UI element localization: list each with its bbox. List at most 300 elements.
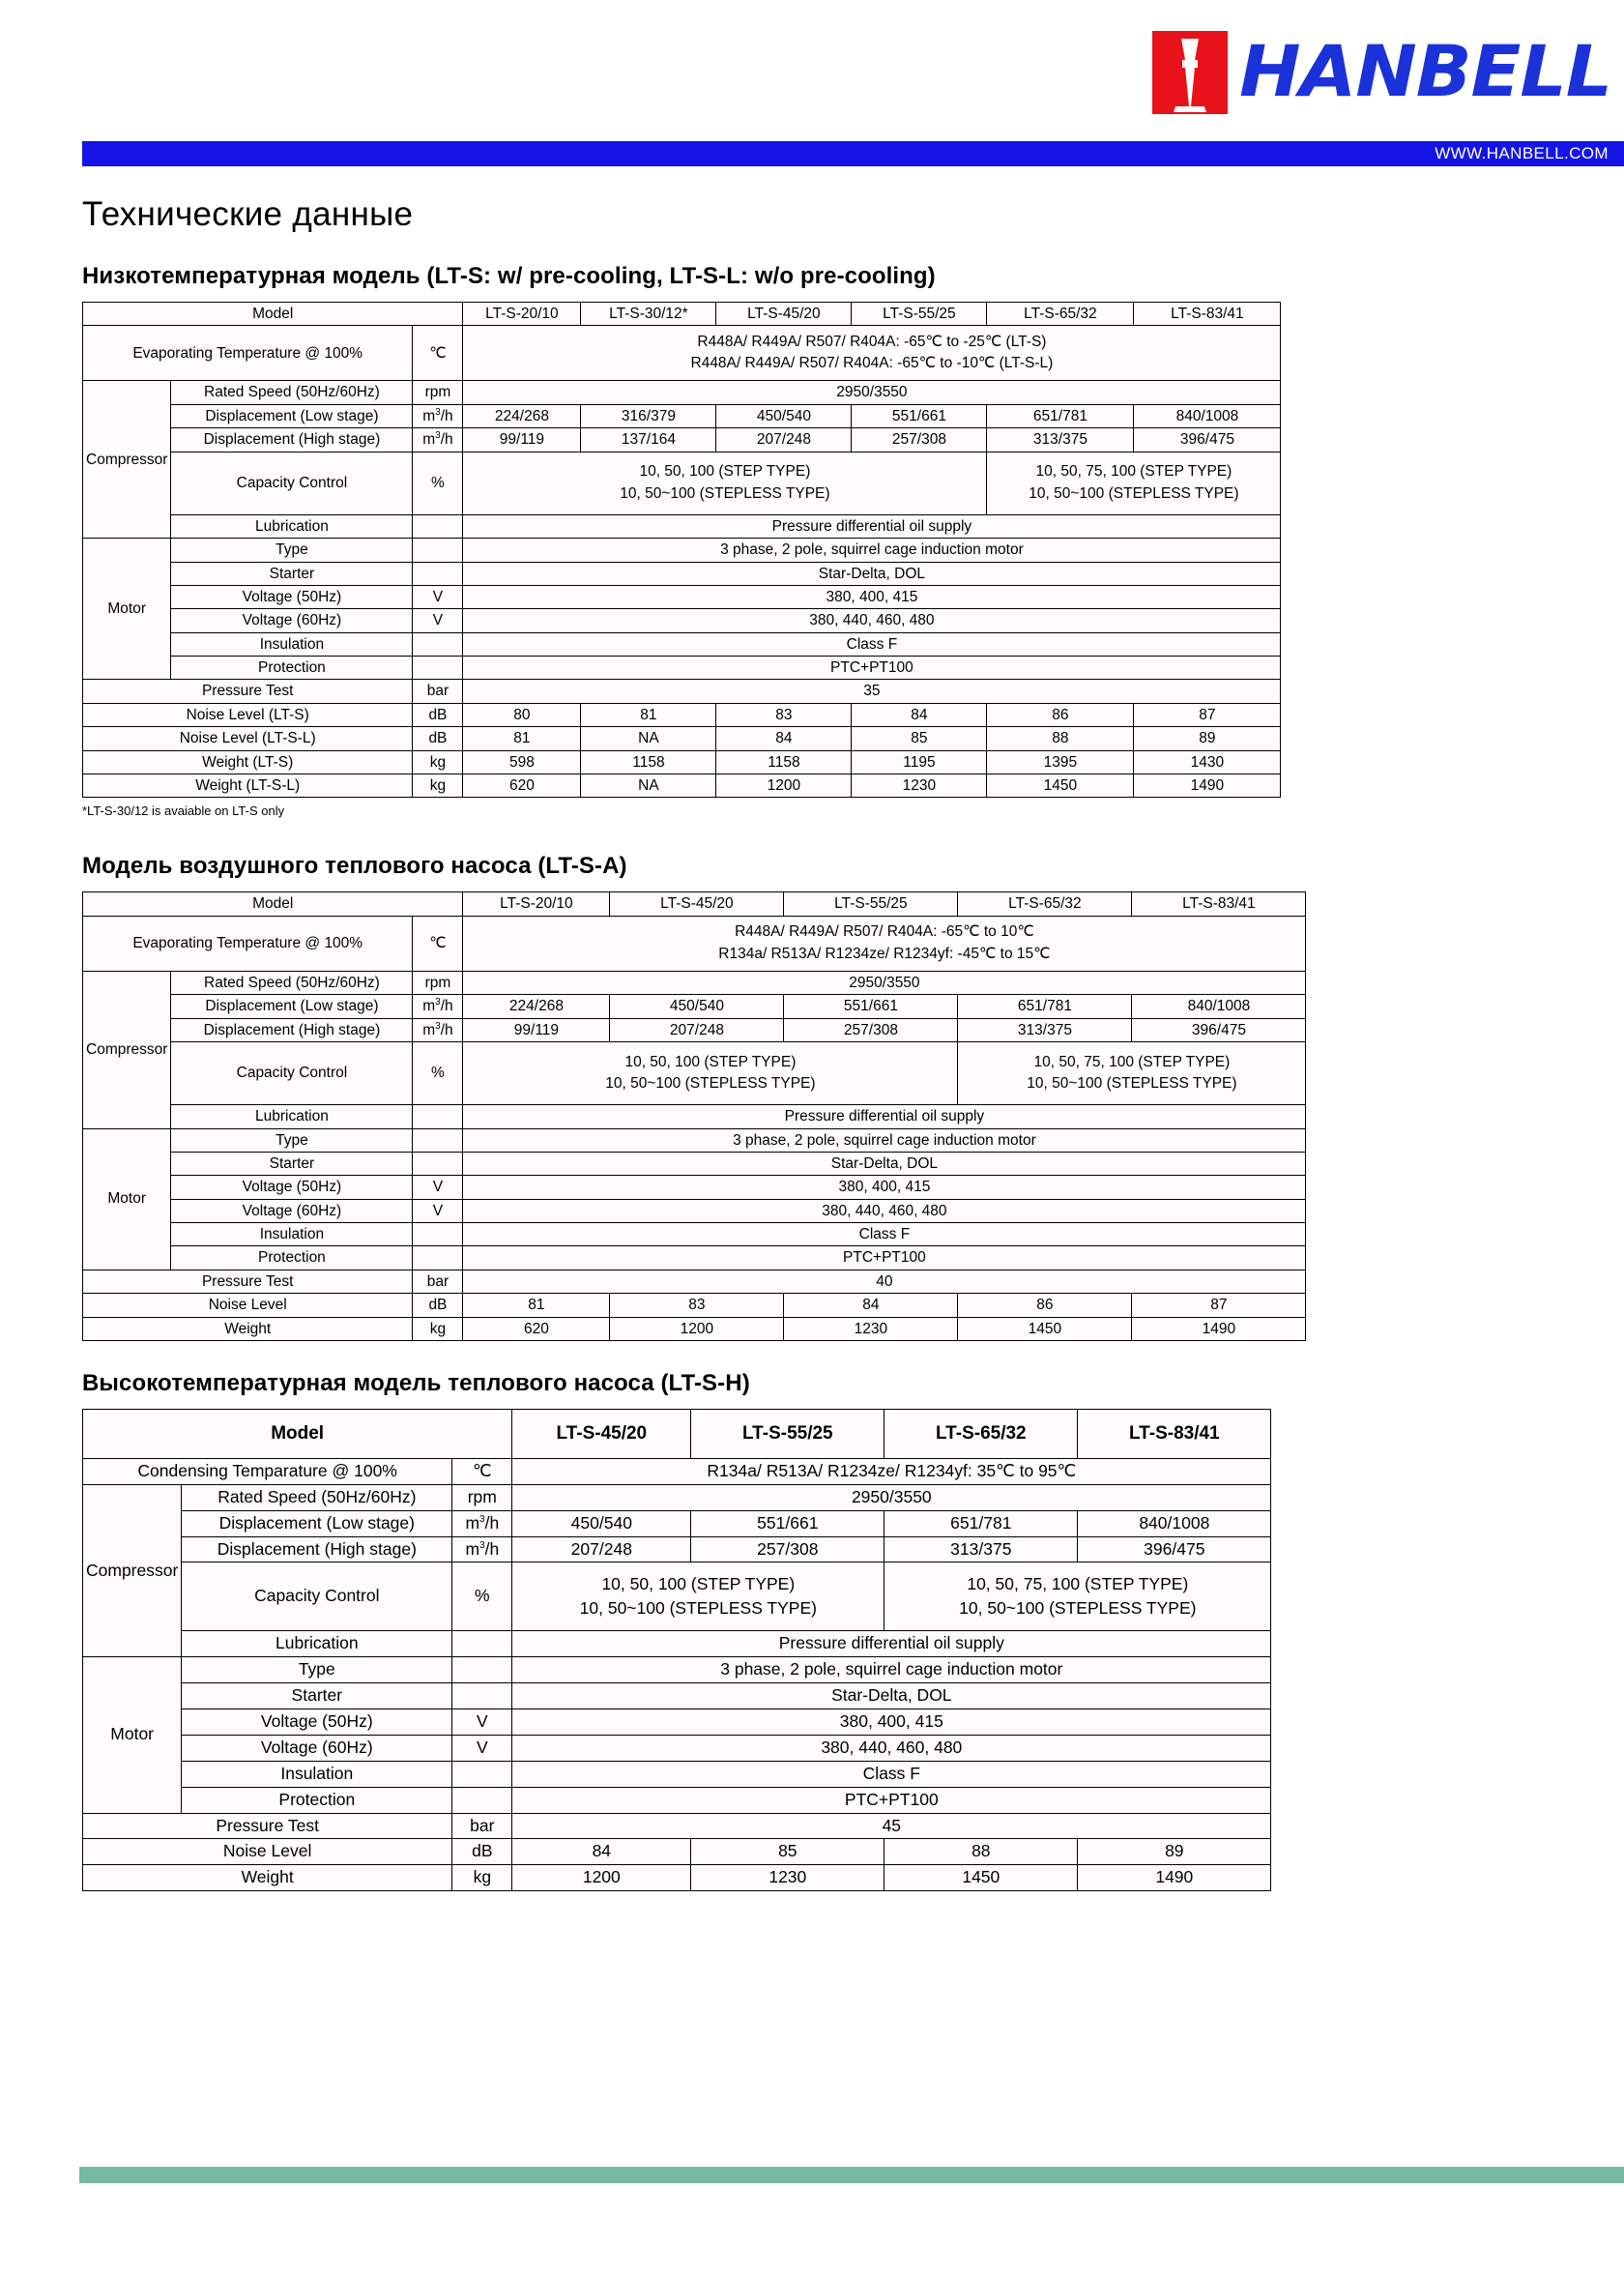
rated-speed-value: 2950/3550 <box>463 381 1281 404</box>
insulation-unit <box>452 1761 512 1787</box>
motor-type-value: 3 phase, 2 pole, squirrel cage induction motor <box>463 1128 1306 1152</box>
evaporating-temp-label: Evaporating Temperature @ 100% <box>83 916 413 971</box>
section-title-lt-s-a: Модель воздушного теплового насоса (LT-S-A) <box>82 853 627 880</box>
starter-unit <box>413 562 463 585</box>
table-row <box>83 404 1281 428</box>
motor-type-label: Type <box>182 1657 452 1683</box>
footer-teal-bar <box>79 2167 1624 2183</box>
insulation-label: Insulation <box>171 632 413 656</box>
noise-level-1: 83 <box>610 1294 784 1317</box>
capacity-control-value-a <box>463 452 987 514</box>
voltage-50hz-value: 380, 400, 415 <box>512 1709 1271 1736</box>
table-row <box>83 428 1281 453</box>
model-col-1: LT-S-45/20 <box>610 892 784 916</box>
displacement-unit: $m^3/h$ <box>413 1018 463 1042</box>
displacement-low-2: 651/781 <box>884 1510 1078 1536</box>
evap-line-2: R448A/ R449A/ R507/ R404A: -65℃ to -10℃ (LT-S-L) <box>690 355 1054 372</box>
voltage-50hz-unit: V <box>413 1176 463 1199</box>
insulation-value: Class F <box>512 1761 1271 1787</box>
capacity-control-value-a <box>512 1562 884 1631</box>
motor-type-value: 3 phase, 2 pole, squirrel cage induction motor <box>463 539 1281 562</box>
noise-level-4: 87 <box>1132 1294 1306 1317</box>
noise-lt-s-label: Noise Level (LT-S) <box>83 703 413 726</box>
voltage-50hz-label: Voltage (50Hz) <box>171 1176 413 1199</box>
pressure-test-value: 45 <box>512 1813 1271 1839</box>
starter-unit <box>413 1152 463 1175</box>
noise-lt-s-l-3: 85 <box>852 727 987 750</box>
weight-2: 1230 <box>784 1317 958 1340</box>
lubrication-label: Lubrication <box>171 514 413 538</box>
noise-level-0: 81 <box>463 1294 610 1317</box>
voltage-60hz-value: 380, 440, 460, 480 <box>463 1199 1306 1222</box>
noise-level-2: 88 <box>884 1839 1078 1865</box>
noise-lt-s-l-label: Noise Level (LT-S-L) <box>83 727 413 750</box>
lubrication-unit <box>452 1631 512 1657</box>
section-title-lt-s-h: Высокотемпературная модель теплового насоса (LT-S-H) <box>82 1369 750 1396</box>
protection-label: Protection <box>171 1246 413 1270</box>
brand-wordmark: HANBELL <box>1238 31 1611 114</box>
rated-speed-unit: rpm <box>413 381 463 404</box>
capacity-a-line-2: 10, 50~100 (STEPLESS TYPE) <box>579 1598 817 1619</box>
table-row <box>83 1631 1271 1657</box>
weight-label: Weight <box>83 1865 452 1891</box>
weight-1: 1230 <box>691 1865 884 1891</box>
lubrication-label: Lubrication <box>171 1105 413 1128</box>
table-row <box>83 1813 1271 1839</box>
table-row <box>83 1458 1271 1484</box>
motor-type-value: 3 phase, 2 pole, squirrel cage induction motor <box>512 1657 1271 1683</box>
insulation-value: Class F <box>463 632 1281 656</box>
model-col-4: LT-S-65/32 <box>987 303 1134 326</box>
group-label-motor: Motor <box>83 1657 182 1813</box>
displacement-low-0: 224/268 <box>463 404 581 428</box>
condensing-temp-value: R134a/ R513A/ R1234ze/ R1234yf: 35℃ to 95℃ <box>512 1458 1271 1484</box>
displacement-low-2: 450/540 <box>716 404 852 428</box>
capacity-a-line-1: 10, 50, 100 (STEP TYPE) <box>639 463 811 481</box>
evap-line-1: R448A/ R449A/ R507/ R404A: -65℃ to 10℃ <box>735 923 1034 941</box>
starter-value: Star-Delta, DOL <box>463 1152 1306 1175</box>
rated-speed-unit: rpm <box>452 1484 512 1510</box>
lubrication-value: Pressure differential oil supply <box>463 1105 1306 1128</box>
weight-lt-s-l-label: Weight (LT-S-L) <box>83 774 413 797</box>
voltage-50hz-value: 380, 400, 415 <box>463 585 1281 608</box>
displacement-low-0: 224/268 <box>463 995 610 1019</box>
capacity-a-line-2: 10, 50~100 (STEPLESS TYPE) <box>605 1075 816 1093</box>
voltage-60hz-value: 380, 440, 460, 480 <box>463 609 1281 632</box>
insulation-unit <box>413 632 463 656</box>
displacement-high-1: 137/164 <box>581 428 716 453</box>
noise-unit: dB <box>452 1839 512 1865</box>
capacity-control-unit: % <box>452 1562 512 1631</box>
table-row <box>83 657 1281 680</box>
weight-lt-s-label: Weight (LT-S) <box>83 750 413 774</box>
displacement-low-label: Displacement (Low stage) <box>182 1510 452 1536</box>
weight-label: Weight <box>83 1317 413 1340</box>
group-label-compressor: Compressor <box>83 381 171 539</box>
rated-speed-unit: rpm <box>413 971 463 994</box>
starter-value: Star-Delta, DOL <box>463 562 1281 585</box>
motor-type-label: Type <box>171 1128 413 1152</box>
table-row <box>83 539 1281 562</box>
website-url: WWW.HANBELL.COM <box>1435 144 1609 162</box>
noise-lt-s-4: 86 <box>987 703 1134 726</box>
displacement-high-2: 313/375 <box>884 1536 1078 1562</box>
weight-1: 1200 <box>610 1317 784 1340</box>
table-row <box>83 303 1281 326</box>
section-title-lt-s: Низкотемпературная модель (LT-S: w/ pre-cooling, LT-S-L: w/o pre-cooling) <box>82 263 936 289</box>
noise-unit: dB <box>413 1294 463 1317</box>
model-col-3: LT-S-65/32 <box>958 892 1132 916</box>
noise-lt-s-5: 87 <box>1134 703 1281 726</box>
spec-table-lt-s <box>82 302 1281 798</box>
table-row <box>83 1199 1306 1222</box>
capacity-b-line-2: 10, 50~100 (STEPLESS TYPE) <box>1027 1075 1237 1093</box>
noise-level-1: 85 <box>691 1839 884 1865</box>
lubrication-label: Lubrication <box>182 1631 452 1657</box>
table-row <box>83 727 1281 750</box>
table-row <box>83 1105 1306 1128</box>
condensing-temp-label: Condensing Temparature @ 100% <box>83 1458 452 1484</box>
weight-4: 1490 <box>1132 1317 1306 1340</box>
capacity-a-line-1: 10, 50, 100 (STEP TYPE) <box>601 1574 796 1593</box>
table-row <box>83 995 1306 1019</box>
capacity-control-label: Capacity Control <box>171 1042 413 1105</box>
displacement-low-1: 450/540 <box>610 995 784 1019</box>
weight-unit: kg <box>452 1865 512 1891</box>
table-row <box>83 1865 1271 1891</box>
pressure-test-unit: bar <box>413 1270 463 1293</box>
displacement-high-5: 396/475 <box>1134 428 1281 453</box>
table-row <box>83 326 1281 381</box>
noise-level-0: 84 <box>512 1839 691 1865</box>
capacity-control-unit: % <box>413 1042 463 1105</box>
lubrication-unit <box>413 1105 463 1128</box>
table-row <box>83 971 1306 994</box>
table-wrap-lt-s-h <box>82 1409 1624 1891</box>
capacity-control-label: Capacity Control <box>182 1562 452 1631</box>
insulation-label: Insulation <box>171 1223 413 1246</box>
weight-unit: kg <box>413 1317 463 1340</box>
noise-lt-s-l-5: 89 <box>1134 727 1281 750</box>
protection-value: PTC+PT100 <box>463 1246 1306 1270</box>
weight-lt-s-2: 1158 <box>716 750 852 774</box>
displacement-low-label: Displacement (Low stage) <box>171 404 413 428</box>
model-col-4: LT-S-83/41 <box>1132 892 1306 916</box>
evaporating-temp-unit: ℃ <box>413 326 463 381</box>
insulation-label: Insulation <box>182 1761 452 1787</box>
displacement-high-1: 257/308 <box>691 1536 884 1562</box>
rated-speed-label: Rated Speed (50Hz/60Hz) <box>171 381 413 404</box>
pressure-test-label: Pressure Test <box>83 680 413 703</box>
weight-lt-s-1: 1158 <box>581 750 716 774</box>
evap-line-1: R448A/ R449A/ R507/ R404A: -65℃ to -25℃ (LT-S) <box>697 333 1047 350</box>
table-row <box>83 609 1281 632</box>
displacement-low-5: 840/1008 <box>1134 404 1281 428</box>
table-row <box>83 1152 1306 1175</box>
table-row <box>83 381 1281 404</box>
noise-lt-s-l-1: NA <box>581 727 716 750</box>
displacement-low-4: 651/781 <box>987 404 1134 428</box>
noise-level-label: Noise Level <box>83 1294 413 1317</box>
table-row <box>83 1484 1271 1510</box>
rated-speed-value: 2950/3550 <box>512 1484 1271 1510</box>
weight-lt-s-l-5: 1490 <box>1134 774 1281 797</box>
evaporating-temp-value <box>463 326 1281 381</box>
protection-unit <box>413 657 463 680</box>
capacity-b-line-1: 10, 50, 75, 100 (STEP TYPE) <box>967 1574 1189 1593</box>
lubrication-value: Pressure differential oil supply <box>512 1631 1271 1657</box>
page-title: Технические данные <box>82 195 414 233</box>
table-row <box>83 1270 1306 1293</box>
pressure-test-value: 35 <box>463 680 1281 703</box>
displacement-low-label: Displacement (Low stage) <box>171 995 413 1019</box>
protection-unit <box>413 1246 463 1270</box>
model-col-2: LT-S-65/32 <box>884 1409 1078 1458</box>
noise-lt-s-l-2: 84 <box>716 727 852 750</box>
model-header-label: Model <box>83 303 463 326</box>
weight-lt-s-5: 1430 <box>1134 750 1281 774</box>
table-row <box>83 585 1281 608</box>
capacity-control-unit: % <box>413 452 463 514</box>
pressure-test-value: 40 <box>463 1270 1306 1293</box>
table-row <box>83 892 1306 916</box>
noise-level-2: 84 <box>784 1294 958 1317</box>
table-row <box>83 1223 1306 1246</box>
voltage-50hz-unit: V <box>452 1709 512 1736</box>
insulation-value: Class F <box>463 1223 1306 1246</box>
displacement-high-2: 257/308 <box>784 1018 958 1042</box>
table-row <box>83 1657 1271 1683</box>
table-row <box>83 1735 1271 1761</box>
displacement-low-3: 840/1008 <box>1078 1510 1271 1536</box>
weight-0: 1200 <box>512 1865 691 1891</box>
noise-level-3: 89 <box>1078 1839 1271 1865</box>
voltage-50hz-value: 380, 400, 415 <box>463 1176 1306 1199</box>
displacement-unit: $m^3/h$ <box>413 995 463 1019</box>
noise-lt-s-0: 80 <box>463 703 581 726</box>
table-row <box>83 750 1281 774</box>
evaporating-temp-label: Evaporating Temperature @ 100% <box>83 326 413 381</box>
starter-unit <box>452 1683 512 1709</box>
page-header <box>0 0 1624 164</box>
noise-lt-s-l-0: 81 <box>463 727 581 750</box>
motor-type-unit <box>413 1128 463 1152</box>
hanbell-logo <box>1152 31 1611 114</box>
displacement-high-0: 207/248 <box>512 1536 691 1562</box>
capacity-control-value-b <box>987 452 1281 514</box>
lubrication-value: Pressure differential oil supply <box>463 514 1281 538</box>
table-row <box>83 1018 1306 1042</box>
table-row <box>83 514 1281 538</box>
voltage-60hz-unit: V <box>413 1199 463 1222</box>
displacement-high-0: 99/119 <box>463 1018 610 1042</box>
weight-lt-s-l-2: 1200 <box>716 774 852 797</box>
table-row <box>83 1761 1271 1787</box>
model-header-label: Model <box>83 1409 512 1458</box>
group-label-motor: Motor <box>83 539 171 680</box>
noise-unit: dB <box>413 703 463 726</box>
noise-lt-s-2: 83 <box>716 703 852 726</box>
noise-unit: dB <box>413 727 463 750</box>
group-label-compressor: Compressor <box>83 971 171 1128</box>
weight-2: 1450 <box>884 1865 1078 1891</box>
voltage-60hz-label: Voltage (60Hz) <box>182 1735 452 1761</box>
table-row <box>83 703 1281 726</box>
protection-value: PTC+PT100 <box>463 657 1281 680</box>
weight-lt-s-4: 1395 <box>987 750 1134 774</box>
weight-lt-s-l-1: NA <box>581 774 716 797</box>
displacement-high-label: Displacement (High stage) <box>171 1018 413 1042</box>
voltage-60hz-label: Voltage (60Hz) <box>171 1199 413 1222</box>
capacity-control-value-a <box>463 1042 958 1105</box>
spec-table-lt-s-h <box>82 1409 1271 1891</box>
table-row <box>83 1042 1306 1105</box>
starter-label: Starter <box>182 1683 452 1709</box>
displacement-high-3: 396/475 <box>1078 1536 1271 1562</box>
starter-label: Starter <box>171 562 413 585</box>
table-row <box>83 1176 1306 1199</box>
rated-speed-value: 2950/3550 <box>463 971 1306 994</box>
weight-3: 1490 <box>1078 1865 1271 1891</box>
displacement-low-1: 316/379 <box>581 404 716 428</box>
model-col-0: LT-S-20/10 <box>463 892 610 916</box>
displacement-high-0: 99/119 <box>463 428 581 453</box>
spec-table-lt-s-a <box>82 891 1306 1341</box>
capacity-a-line-1: 10, 50, 100 (STEP TYPE) <box>624 1053 797 1070</box>
displacement-low-2: 551/661 <box>784 995 958 1019</box>
capacity-b-line-1: 10, 50, 75, 100 (STEP TYPE) <box>1035 463 1232 481</box>
capacity-control-value-b <box>958 1042 1306 1105</box>
displacement-unit: $m^3/h$ <box>452 1536 512 1562</box>
group-label-compressor: Compressor <box>83 1484 182 1657</box>
weight-0: 620 <box>463 1317 610 1340</box>
voltage-50hz-unit: V <box>413 585 463 608</box>
protection-value: PTC+PT100 <box>512 1787 1271 1813</box>
rated-speed-label: Rated Speed (50Hz/60Hz) <box>182 1484 452 1510</box>
table-row <box>83 916 1306 971</box>
table-row <box>83 1536 1271 1562</box>
displacement-low-1: 551/661 <box>691 1510 884 1536</box>
table-row <box>83 1510 1271 1536</box>
model-col-2: LT-S-45/20 <box>716 303 852 326</box>
table-row <box>83 562 1281 585</box>
pressure-test-label: Pressure Test <box>83 1813 452 1839</box>
lubrication-unit <box>413 514 463 538</box>
table-row <box>83 1709 1271 1736</box>
table-row <box>83 774 1281 797</box>
pressure-test-unit: bar <box>413 680 463 703</box>
displacement-high-2: 207/248 <box>716 428 852 453</box>
weight-3: 1450 <box>958 1317 1132 1340</box>
weight-lt-s-l-3: 1230 <box>852 774 987 797</box>
table-row <box>83 1317 1306 1340</box>
table-row <box>83 1787 1271 1813</box>
model-col-0: LT-S-45/20 <box>512 1409 691 1458</box>
displacement-unit: $m^3/h$ <box>452 1510 512 1536</box>
motor-type-label: Type <box>171 539 413 562</box>
displacement-high-1: 207/248 <box>610 1018 784 1042</box>
table-row <box>83 1128 1306 1152</box>
rated-speed-label: Rated Speed (50Hz/60Hz) <box>171 971 413 994</box>
noise-lt-s-l-4: 88 <box>987 727 1134 750</box>
table-row <box>83 1246 1306 1270</box>
model-col-3: LT-S-83/41 <box>1078 1409 1271 1458</box>
evap-line-2: R134a/ R513A/ R1234ze/ R1234yf: -45℃ to 15℃ <box>718 945 1051 962</box>
starter-label: Starter <box>171 1152 413 1175</box>
voltage-60hz-value: 380, 440, 460, 480 <box>512 1735 1271 1761</box>
header-blue-bar <box>82 141 1624 166</box>
displacement-high-label: Displacement (High stage) <box>182 1536 452 1562</box>
voltage-60hz-unit: V <box>452 1735 512 1761</box>
evaporating-temp-value <box>463 916 1306 971</box>
weight-lt-s-l-4: 1450 <box>987 774 1134 797</box>
table-row <box>83 1294 1306 1317</box>
displacement-high-3: 313/375 <box>958 1018 1132 1042</box>
model-header-label: Model <box>83 892 463 916</box>
protection-unit <box>452 1787 512 1813</box>
displacement-high-4: 313/375 <box>987 428 1134 453</box>
capacity-b-line-2: 10, 50~100 (STEPLESS TYPE) <box>959 1598 1197 1619</box>
noise-lt-s-3: 84 <box>852 703 987 726</box>
weight-unit: kg <box>413 750 463 774</box>
insulation-unit <box>413 1223 463 1246</box>
hanbell-h-mark-icon <box>1152 31 1228 114</box>
table-row <box>83 680 1281 703</box>
displacement-low-3: 651/781 <box>958 995 1132 1019</box>
noise-lt-s-1: 81 <box>581 703 716 726</box>
model-col-2: LT-S-55/25 <box>784 892 958 916</box>
displacement-unit: $m^3/h$ <box>413 404 463 428</box>
weight-lt-s-0: 598 <box>463 750 581 774</box>
voltage-50hz-label: Voltage (50Hz) <box>182 1709 452 1736</box>
weight-lt-s-3: 1195 <box>852 750 987 774</box>
capacity-control-label: Capacity Control <box>171 452 413 514</box>
table-row <box>83 1562 1271 1631</box>
model-col-3: LT-S-55/25 <box>852 303 987 326</box>
table-row <box>83 1409 1271 1458</box>
table-row <box>83 452 1281 514</box>
capacity-control-value-b <box>884 1562 1271 1631</box>
noise-level-label: Noise Level <box>83 1839 452 1865</box>
pressure-test-unit: bar <box>452 1813 512 1839</box>
protection-label: Protection <box>171 657 413 680</box>
group-label-motor: Motor <box>83 1128 171 1270</box>
capacity-a-line-2: 10, 50~100 (STEPLESS TYPE) <box>620 484 830 502</box>
displacement-low-4: 840/1008 <box>1132 995 1306 1019</box>
noise-level-3: 86 <box>958 1294 1132 1317</box>
evaporating-temp-unit: ℃ <box>413 916 463 971</box>
displacement-low-0: 450/540 <box>512 1510 691 1536</box>
capacity-b-line-1: 10, 50, 75, 100 (STEP TYPE) <box>1033 1053 1231 1070</box>
protection-label: Protection <box>182 1787 452 1813</box>
voltage-60hz-unit: V <box>413 609 463 632</box>
table-row <box>83 1839 1271 1865</box>
motor-type-unit <box>452 1657 512 1683</box>
table-row <box>83 632 1281 656</box>
displacement-high-3: 257/308 <box>852 428 987 453</box>
model-col-1: LT-S-55/25 <box>691 1409 884 1458</box>
table-wrap-lt-s-a <box>82 891 1624 1341</box>
voltage-50hz-label: Voltage (50Hz) <box>171 585 413 608</box>
starter-value: Star-Delta, DOL <box>512 1683 1271 1709</box>
table-row <box>83 1683 1271 1709</box>
footnote-lt-s: *LT-S-30/12 is avaiable on LT-S only <box>82 803 285 819</box>
condensing-temp-unit: ℃ <box>452 1458 512 1484</box>
voltage-60hz-label: Voltage (60Hz) <box>171 609 413 632</box>
displacement-low-3: 551/661 <box>852 404 987 428</box>
table-wrap-lt-s <box>82 302 1624 798</box>
pressure-test-label: Pressure Test <box>83 1270 413 1293</box>
